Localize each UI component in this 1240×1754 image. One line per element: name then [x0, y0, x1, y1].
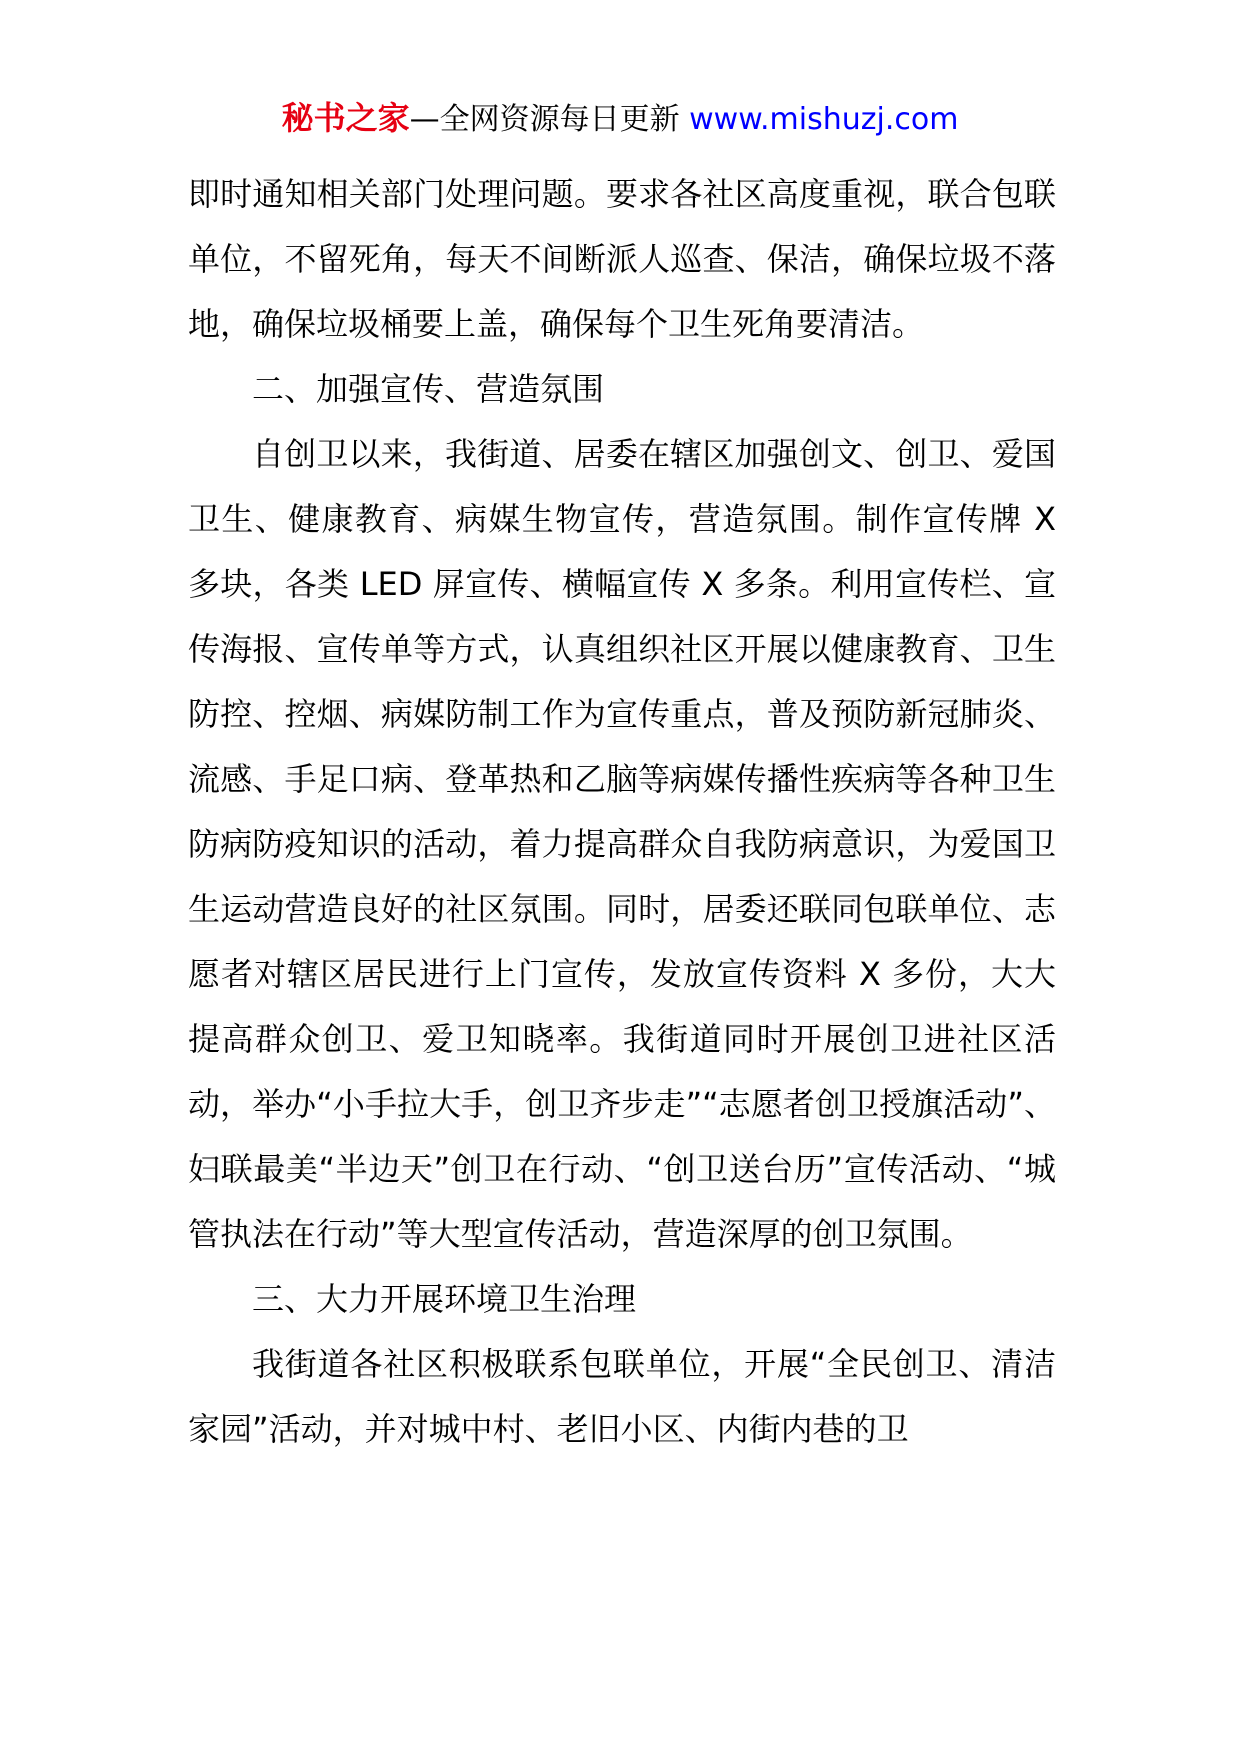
paragraph-continuation: 即时通知相关部门处理问题。要求各社区高度重视，联合包联单位，不留死角，每天不间断派人巡查、保洁，确保垃圾不落地，确保垃圾桶要上盖，确保每个卫生死角要清洁。: [188, 175, 1056, 343]
document-body: [188, 162, 1056, 1462]
section-heading-2: 二、加强宣传、营造氛围: [252, 370, 605, 408]
brand-name: 秘书之家: [281, 99, 410, 137]
paragraph-environment: 我街道各社区积极联系包联单位，开展“全民创卫、清洁家园”活动，并对城中村、老旧小区、内街内巷的卫: [188, 1345, 1056, 1448]
page-header: [0, 98, 1240, 140]
paragraph-publicity: 自创卫以来，我街道、居委在辖区加强创文、创卫、爱国卫生、健康教育、病媒生物宣传，营造氛围。制作宣传牌 X 多块，各类 LED 屏宣传、横幅宣传 X 多条。利用宣传栏、宣传海报、宣传单等方式，认真组织社区开展以健康教育、卫生防控、控烟、病媒防制工作为宣传重点，普及预防新冠肺炎、流感、手足口病、登革热和乙脑等病媒传播性疾病等各种卫生防病防疫知识的活动，着力提高群众自我防病意识，为爱国卫生运动营造良好的社区氛围。同时，居委还联同包联单位、志愿者对辖区居民进行上门宣传，发放宣传资料 X 多份，大大提高群众创卫、爱卫知晓率。我街道同时开展创卫进社区活动，举办“小手拉大手，创卫齐步走”“志愿者创卫授旗活动”、妇联最美“半边天”创卫在行动、“创卫送台历”宣传活动、“城管执法在行动”等大型宣传活动，营造深厚的创卫氛围。: [188, 435, 1056, 1253]
website-link[interactable]: www.mishuzj.com: [689, 102, 959, 137]
section-heading-3: 三、大力开展环境卫生治理: [252, 1280, 637, 1318]
header-tagline: —全网资源每日更新: [409, 102, 680, 137]
